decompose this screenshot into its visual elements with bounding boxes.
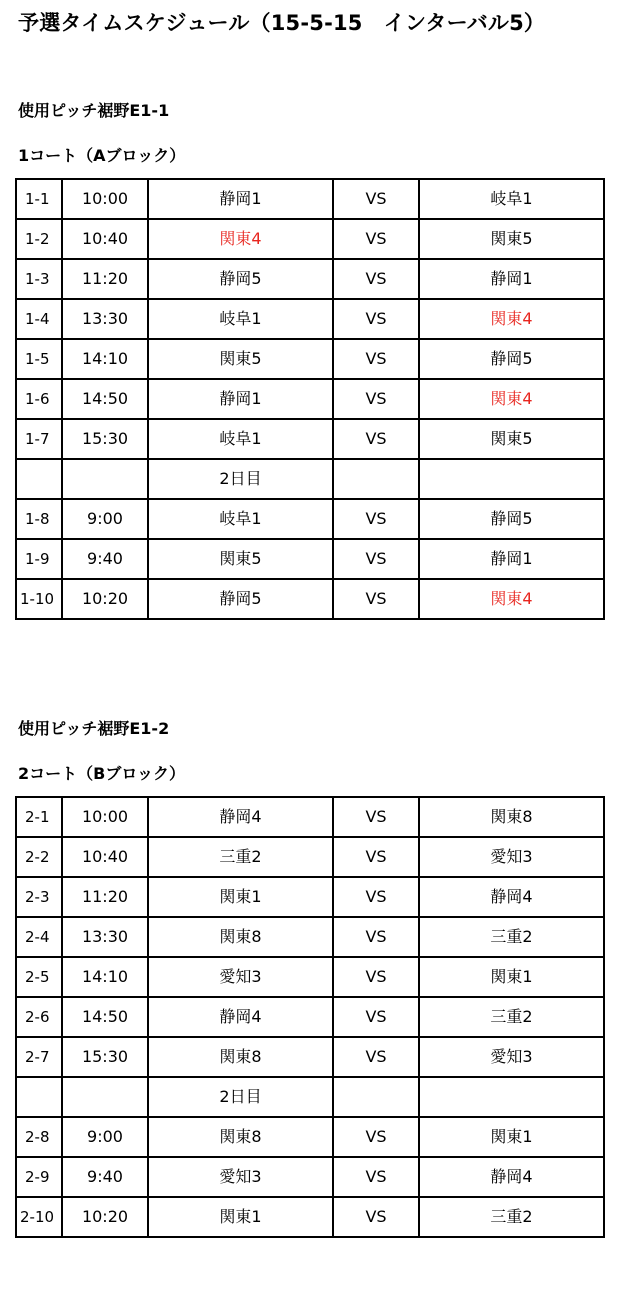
kickoff-time-cell: 9:00 <box>62 499 148 539</box>
away-team-cell <box>419 459 604 499</box>
table-row <box>16 339 604 379</box>
vs-cell: VS <box>333 499 419 539</box>
home-team-cell: 関東1 <box>148 877 333 917</box>
table-row <box>16 299 604 339</box>
home-team-cell: 三重2 <box>148 837 333 877</box>
pitch-heading-1: 使用ピッチ裾野E1-1 <box>18 101 170 120</box>
home-team-cell: 2日目 <box>148 459 333 499</box>
home-team-cell: 静岡1 <box>148 379 333 419</box>
match-id-cell: 2-5 <box>16 957 62 997</box>
vs-cell: VS <box>333 917 419 957</box>
table-row <box>16 1037 604 1077</box>
match-id-cell: 1-3 <box>16 259 62 299</box>
match-id-cell: 2-7 <box>16 1037 62 1077</box>
home-team-cell: 関東8 <box>148 1037 333 1077</box>
home-team-cell: 関東5 <box>148 539 333 579</box>
vs-cell: VS <box>333 1157 419 1197</box>
schedule-table-court-1 <box>15 178 605 620</box>
away-team-cell: 関東4 <box>419 579 604 619</box>
table-row <box>16 539 604 579</box>
home-team-cell: 岐阜1 <box>148 499 333 539</box>
table-row <box>16 179 604 219</box>
away-team-cell: 三重2 <box>419 1197 604 1237</box>
home-team-cell: 関東8 <box>148 1117 333 1157</box>
vs-cell: VS <box>333 299 419 339</box>
table-row <box>16 499 604 539</box>
home-team-cell: 関東4 <box>148 219 333 259</box>
schedule-table-court-2 <box>15 796 605 1238</box>
kickoff-time-cell: 10:20 <box>62 579 148 619</box>
match-id-cell: 2-9 <box>16 1157 62 1197</box>
court-heading-2: 2コート（Bブロック） <box>18 764 186 783</box>
away-team-cell: 静岡5 <box>419 499 604 539</box>
kickoff-time-cell: 11:20 <box>62 259 148 299</box>
match-id-cell: 1-9 <box>16 539 62 579</box>
kickoff-time-cell: 14:50 <box>62 379 148 419</box>
match-id-cell: 2-2 <box>16 837 62 877</box>
vs-cell: VS <box>333 837 419 877</box>
home-team-cell: 愛知3 <box>148 957 333 997</box>
vs-cell: VS <box>333 997 419 1037</box>
kickoff-time-cell: 15:30 <box>62 1037 148 1077</box>
away-team-cell: 静岡5 <box>419 339 604 379</box>
table-row <box>16 957 604 997</box>
schedule-table-body <box>16 797 604 1237</box>
kickoff-time-cell: 15:30 <box>62 419 148 459</box>
home-team-cell: 愛知3 <box>148 1157 333 1197</box>
kickoff-time-cell: 10:00 <box>62 179 148 219</box>
vs-cell: VS <box>333 219 419 259</box>
kickoff-time-cell: 14:10 <box>62 339 148 379</box>
match-id-cell: 1-10 <box>16 579 62 619</box>
table-row <box>16 917 604 957</box>
table-row <box>16 797 604 837</box>
home-team-cell: 関東5 <box>148 339 333 379</box>
vs-cell: VS <box>333 539 419 579</box>
kickoff-time-cell: 9:40 <box>62 539 148 579</box>
page-title: 予選タイムスケジュール（15-5-15 インターバル5） <box>18 11 546 35</box>
away-team-cell: 関東4 <box>419 299 604 339</box>
home-team-cell: 関東1 <box>148 1197 333 1237</box>
table-row <box>16 997 604 1037</box>
pitch-heading-2: 使用ピッチ裾野E1-2 <box>18 719 170 738</box>
table-row <box>16 219 604 259</box>
home-team-cell: 関東8 <box>148 917 333 957</box>
kickoff-time-cell: 9:00 <box>62 1117 148 1157</box>
home-team-cell: 2日目 <box>148 1077 333 1117</box>
vs-cell: VS <box>333 579 419 619</box>
away-team-cell: 静岡4 <box>419 877 604 917</box>
kickoff-time-cell: 13:30 <box>62 299 148 339</box>
schedule-table-body <box>16 179 604 619</box>
kickoff-time-cell: 13:30 <box>62 917 148 957</box>
vs-cell: VS <box>333 957 419 997</box>
table-row <box>16 1197 604 1237</box>
table-row <box>16 259 604 299</box>
vs-cell <box>333 459 419 499</box>
home-team-cell: 静岡1 <box>148 179 333 219</box>
away-team-cell: 関東1 <box>419 1117 604 1157</box>
away-team-cell: 関東5 <box>419 419 604 459</box>
home-team-cell: 静岡5 <box>148 259 333 299</box>
match-id-cell <box>16 1077 62 1117</box>
match-id-cell <box>16 459 62 499</box>
away-team-cell: 静岡4 <box>419 1157 604 1197</box>
match-id-cell: 2-6 <box>16 997 62 1037</box>
kickoff-time-cell: 11:20 <box>62 877 148 917</box>
table-row <box>16 1077 604 1117</box>
away-team-cell: 岐阜1 <box>419 179 604 219</box>
away-team-cell: 関東4 <box>419 379 604 419</box>
vs-cell: VS <box>333 379 419 419</box>
match-id-cell: 2-1 <box>16 797 62 837</box>
match-id-cell: 2-10 <box>16 1197 62 1237</box>
kickoff-time-cell: 10:20 <box>62 1197 148 1237</box>
vs-cell: VS <box>333 877 419 917</box>
match-id-cell: 1-4 <box>16 299 62 339</box>
home-team-cell: 静岡5 <box>148 579 333 619</box>
court-heading-1: 1コート（Aブロック） <box>18 146 186 165</box>
match-id-cell: 2-4 <box>16 917 62 957</box>
match-id-cell: 1-7 <box>16 419 62 459</box>
kickoff-time-cell: 10:40 <box>62 837 148 877</box>
away-team-cell: 関東1 <box>419 957 604 997</box>
kickoff-time-cell: 9:40 <box>62 1157 148 1197</box>
match-id-cell: 1-1 <box>16 179 62 219</box>
kickoff-time-cell: 14:50 <box>62 997 148 1037</box>
table-row <box>16 1117 604 1157</box>
home-team-cell: 静岡4 <box>148 997 333 1037</box>
vs-cell <box>333 1077 419 1117</box>
vs-cell: VS <box>333 339 419 379</box>
kickoff-time-cell: 10:40 <box>62 219 148 259</box>
away-team-cell: 関東5 <box>419 219 604 259</box>
kickoff-time-cell: 14:10 <box>62 957 148 997</box>
kickoff-time-cell <box>62 459 148 499</box>
home-team-cell: 岐阜1 <box>148 419 333 459</box>
away-team-cell: 三重2 <box>419 997 604 1037</box>
table-row <box>16 877 604 917</box>
away-team-cell: 静岡1 <box>419 539 604 579</box>
vs-cell: VS <box>333 419 419 459</box>
vs-cell: VS <box>333 1037 419 1077</box>
table-row <box>16 579 604 619</box>
match-id-cell: 1-8 <box>16 499 62 539</box>
match-id-cell: 1-2 <box>16 219 62 259</box>
vs-cell: VS <box>333 1117 419 1157</box>
table-row <box>16 419 604 459</box>
home-team-cell: 静岡4 <box>148 797 333 837</box>
away-team-cell: 愛知3 <box>419 1037 604 1077</box>
vs-cell: VS <box>333 259 419 299</box>
kickoff-time-cell <box>62 1077 148 1117</box>
home-team-cell: 岐阜1 <box>148 299 333 339</box>
vs-cell: VS <box>333 1197 419 1237</box>
table-row <box>16 837 604 877</box>
match-id-cell: 2-3 <box>16 877 62 917</box>
table-row <box>16 459 604 499</box>
match-id-cell: 2-8 <box>16 1117 62 1157</box>
vs-cell: VS <box>333 797 419 837</box>
match-id-cell: 1-5 <box>16 339 62 379</box>
vs-cell: VS <box>333 179 419 219</box>
away-team-cell: 静岡1 <box>419 259 604 299</box>
away-team-cell: 愛知3 <box>419 837 604 877</box>
match-id-cell: 1-6 <box>16 379 62 419</box>
table-row <box>16 1157 604 1197</box>
kickoff-time-cell: 10:00 <box>62 797 148 837</box>
away-team-cell: 関東8 <box>419 797 604 837</box>
away-team-cell: 三重2 <box>419 917 604 957</box>
table-row <box>16 379 604 419</box>
away-team-cell <box>419 1077 604 1117</box>
